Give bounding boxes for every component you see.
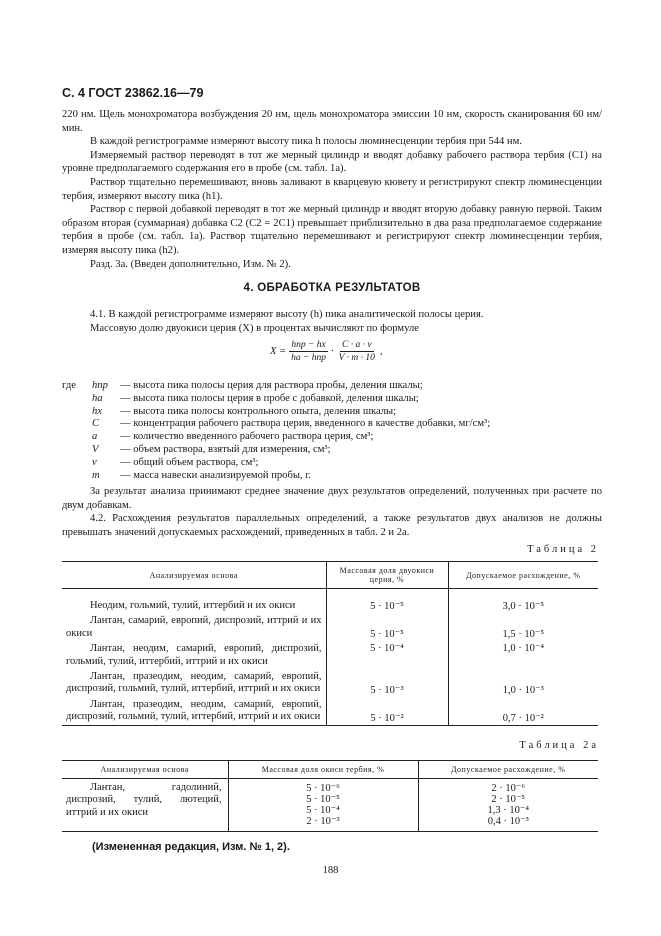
paragraph: За результат анализа принимают среднее значение двух результатов определений, полученных при расчете по двум добавкам. bbox=[62, 486, 602, 511]
definition-row bbox=[62, 457, 602, 470]
table-cell-tolerance: 0,7 · 10⁻² bbox=[448, 697, 598, 725]
table-cell-base: Неодим, гольмий, тулий, иттербий и их окиси bbox=[90, 600, 296, 611]
table-cell-base: Лантан, самарий, европий, диспрозий, иттрий и их окиси bbox=[66, 615, 322, 639]
table-header-cell: Массовая доля окиси тербия, % bbox=[228, 761, 418, 779]
definition-row bbox=[62, 380, 602, 393]
formula-lhs: X = bbox=[270, 346, 287, 357]
table-row bbox=[62, 641, 598, 669]
definition-symbol: hх bbox=[92, 405, 102, 417]
table-cell-tolerance: 1,0 · 10⁻³ bbox=[448, 669, 598, 697]
table-cell-tolerance: 1,0 · 10⁻⁴ bbox=[448, 641, 598, 669]
table-row bbox=[62, 669, 598, 697]
definition-lead bbox=[62, 393, 92, 406]
definition-row bbox=[62, 406, 602, 419]
definition-row bbox=[62, 444, 602, 457]
table-cell-mass: 5 · 10⁻² bbox=[326, 697, 448, 725]
table-2-caption: Таблица 2 bbox=[527, 544, 599, 555]
definition-lead bbox=[62, 444, 92, 457]
definition-row bbox=[62, 393, 602, 406]
page-number: 188 bbox=[322, 865, 339, 876]
definition-text: — количество введенного рабочего раствора церия, см³; bbox=[120, 431, 374, 443]
definition-symbol: C bbox=[92, 418, 100, 430]
tolerance-value: 0,4 · 10⁻³ bbox=[487, 816, 529, 827]
definition-row bbox=[62, 470, 602, 483]
table-cell-mass: 5 · 10⁻³ bbox=[326, 669, 448, 697]
definition-text: — объем раствора, взятый для измерения, см³; bbox=[120, 443, 331, 455]
paragraph: 4.2. Расхождения результатов параллельных определений, а также результатов двух анализов не должны превышать значений допускаемых расхождений, приведенных в табл. 2 и 2а. bbox=[62, 513, 602, 538]
table-2a-caption: Таблица 2а bbox=[519, 740, 599, 751]
table-cell-tolerance: 1,5 · 10⁻⁵ bbox=[448, 613, 598, 641]
table-cell-mass: 5 · 10⁻⁵ bbox=[326, 589, 448, 614]
section-title: 4. ОБРАБОТКА РЕЗУЛЬТАТОВ bbox=[243, 282, 421, 294]
table-cell-base: Лантан, празеодим, неодим, самарий, европий, диспрозий, гольмий, тулий, иттербий, иттрий и их окиси bbox=[62, 697, 326, 725]
table-cell-base: Лантан, гадолиний, диспрозий, тулий, лютеций, иттрий и их окиси bbox=[62, 779, 228, 832]
table-row bbox=[62, 779, 598, 832]
paragraph: 4.1. В каждой регистрограмме измеряют высоту (h) пика аналитической полосы церия. bbox=[90, 309, 484, 320]
definition-lead bbox=[62, 470, 92, 483]
intro-text bbox=[62, 108, 602, 271]
definition-lead bbox=[62, 431, 92, 444]
table-2a bbox=[62, 760, 598, 832]
definition-symbol: hпр bbox=[92, 380, 108, 391]
mass-value: 5 · 10⁻⁶ bbox=[306, 783, 340, 794]
definition-lead bbox=[62, 418, 92, 431]
table-cell-tolerance: 3,0 · 10⁻⁵ bbox=[448, 589, 598, 614]
tolerance-value: 2 · 10⁻⁶ bbox=[491, 783, 526, 794]
definition-text: — масса навески анализируемой пробы, г. bbox=[120, 469, 312, 481]
formula-numerator: C · a · v bbox=[342, 340, 372, 350]
table-header-cell: Массовая доля двуокиси церия, % bbox=[326, 562, 448, 589]
amendment-note: (Измененная редакция, Изм. № 1, 2). bbox=[92, 841, 290, 853]
conclusion-text bbox=[62, 485, 602, 539]
formula-denominator: V · m · 10 bbox=[338, 353, 375, 363]
table-header-cell: Анализируемая основа bbox=[62, 761, 228, 779]
table-header-cell: Допускаемое расхождение, % bbox=[448, 562, 598, 589]
mass-value: 2 · 10⁻³ bbox=[306, 816, 340, 827]
definition-lead bbox=[62, 406, 92, 419]
definition-row bbox=[62, 418, 602, 431]
definitions-list bbox=[62, 380, 602, 482]
formula-dot: · bbox=[331, 346, 334, 357]
table-row bbox=[62, 613, 598, 641]
paragraph-note: Разд. 3а. (Введен дополнительно, Изм. № 2). bbox=[90, 258, 291, 270]
formula bbox=[270, 340, 383, 363]
paragraph: Раствор тщательно перемешивают, вновь заливают в кварцевую кювету и регистрируют спектр люминесценции тербия, измеряют высоту пика (h1). bbox=[62, 176, 602, 202]
formula-tail: , bbox=[379, 346, 383, 357]
definition-text: — общий объем раствора, см³; bbox=[120, 456, 259, 468]
formula-fraction-2 bbox=[337, 340, 377, 363]
definition-row bbox=[62, 431, 602, 444]
table-header-cell: Анализируемая основа bbox=[62, 562, 326, 589]
section-text bbox=[62, 308, 602, 335]
table-2 bbox=[62, 561, 598, 726]
table-cell-base: Лантан, неодим, самарий, европий, диспрозий, гольмий, тулий, иттербий, иттрий и их окиси bbox=[66, 643, 322, 667]
table-row bbox=[62, 589, 598, 614]
definition-symbol: V bbox=[92, 443, 99, 455]
tolerance-value: 1,3 · 10⁻⁴ bbox=[487, 805, 530, 816]
definition-text: — концентрация рабочего раствора церия, введенного в качестве добавки, мг/см³; bbox=[120, 418, 491, 430]
table-cell-tolerance-list bbox=[418, 779, 598, 832]
definition-text: — высота пика полосы церия в пробе с добавкой, деления шкалы; bbox=[120, 392, 419, 404]
mass-value: 5 · 10⁻⁴ bbox=[306, 805, 340, 816]
page-header: С. 4 ГОСТ 23862.16—79 bbox=[62, 86, 204, 100]
paragraph: 220 нм. Щель монохроматора возбуждения 20 нм, щель монохроматора эмиссии 10 нм, скорость сканирования 60 нм/мин. bbox=[62, 109, 602, 134]
definition-symbol: hа bbox=[92, 392, 103, 404]
table-cell-mass-list bbox=[228, 779, 418, 832]
definition-text: — высота пика полосы контрольного опыта, деления шкалы; bbox=[120, 405, 397, 417]
table-row bbox=[62, 697, 598, 725]
table-header-row bbox=[62, 562, 598, 589]
table-cell-mass: 5 · 10⁻⁵ bbox=[326, 613, 448, 641]
formula-numerator: hпр − hх bbox=[291, 340, 326, 350]
tolerance-value: 2 · 10⁻⁵ bbox=[491, 794, 526, 805]
paragraph: В каждой регистрограмме измеряют высоту пика h полосы люминесценции тербия при 544 нм. bbox=[90, 136, 522, 148]
paragraph: Измеряемый раствор переводят в тот же мерный цилиндр и вводят добавку рабочего раствора тербия (C1) на уровне предполагаемого содержания его в пробе (см. табл. 1а). bbox=[62, 149, 602, 175]
table-header-row bbox=[62, 761, 598, 779]
table-cell-mass: 5 · 10⁻⁴ bbox=[326, 641, 448, 669]
definition-symbol: m bbox=[92, 469, 100, 481]
paragraph: Раствор с первой добавкой переводят в тот же мерный цилиндр и вводят вторую добавку равную первой. Таким образом вторая (суммарная) добавка C2 (C2 = 2C1) превышает приблизительно в два раза предполагаемое содержание тербия в пробе (см. табл. 1а). Раствор тщательно перемешивают и регистрируют спектр люминесценции тербия, измеряя высоту пика (h2). bbox=[62, 204, 602, 256]
table-header-cell: Допускаемое расхождение, % bbox=[418, 761, 598, 779]
formula-denominator: hа − hпр bbox=[291, 353, 327, 363]
table-cell-base: Лантан, празеодим, неодим, самарий, европий, диспрозий, гольмий, тулий, иттербий, иттрий и их окиси bbox=[66, 671, 322, 695]
definition-lead bbox=[62, 457, 92, 470]
definition-text: — высота пика полосы церия для раствора пробы, деления шкалы; bbox=[120, 380, 423, 391]
definition-symbol: v bbox=[92, 456, 97, 468]
paragraph: Массовую долю двуокиси церия (X) в процентах вычисляют по формуле bbox=[90, 322, 419, 334]
definition-lead: где bbox=[62, 380, 76, 391]
formula-fraction-1 bbox=[289, 340, 328, 363]
definition-symbol: a bbox=[92, 431, 98, 443]
mass-value: 5 · 10⁻⁵ bbox=[306, 794, 340, 805]
